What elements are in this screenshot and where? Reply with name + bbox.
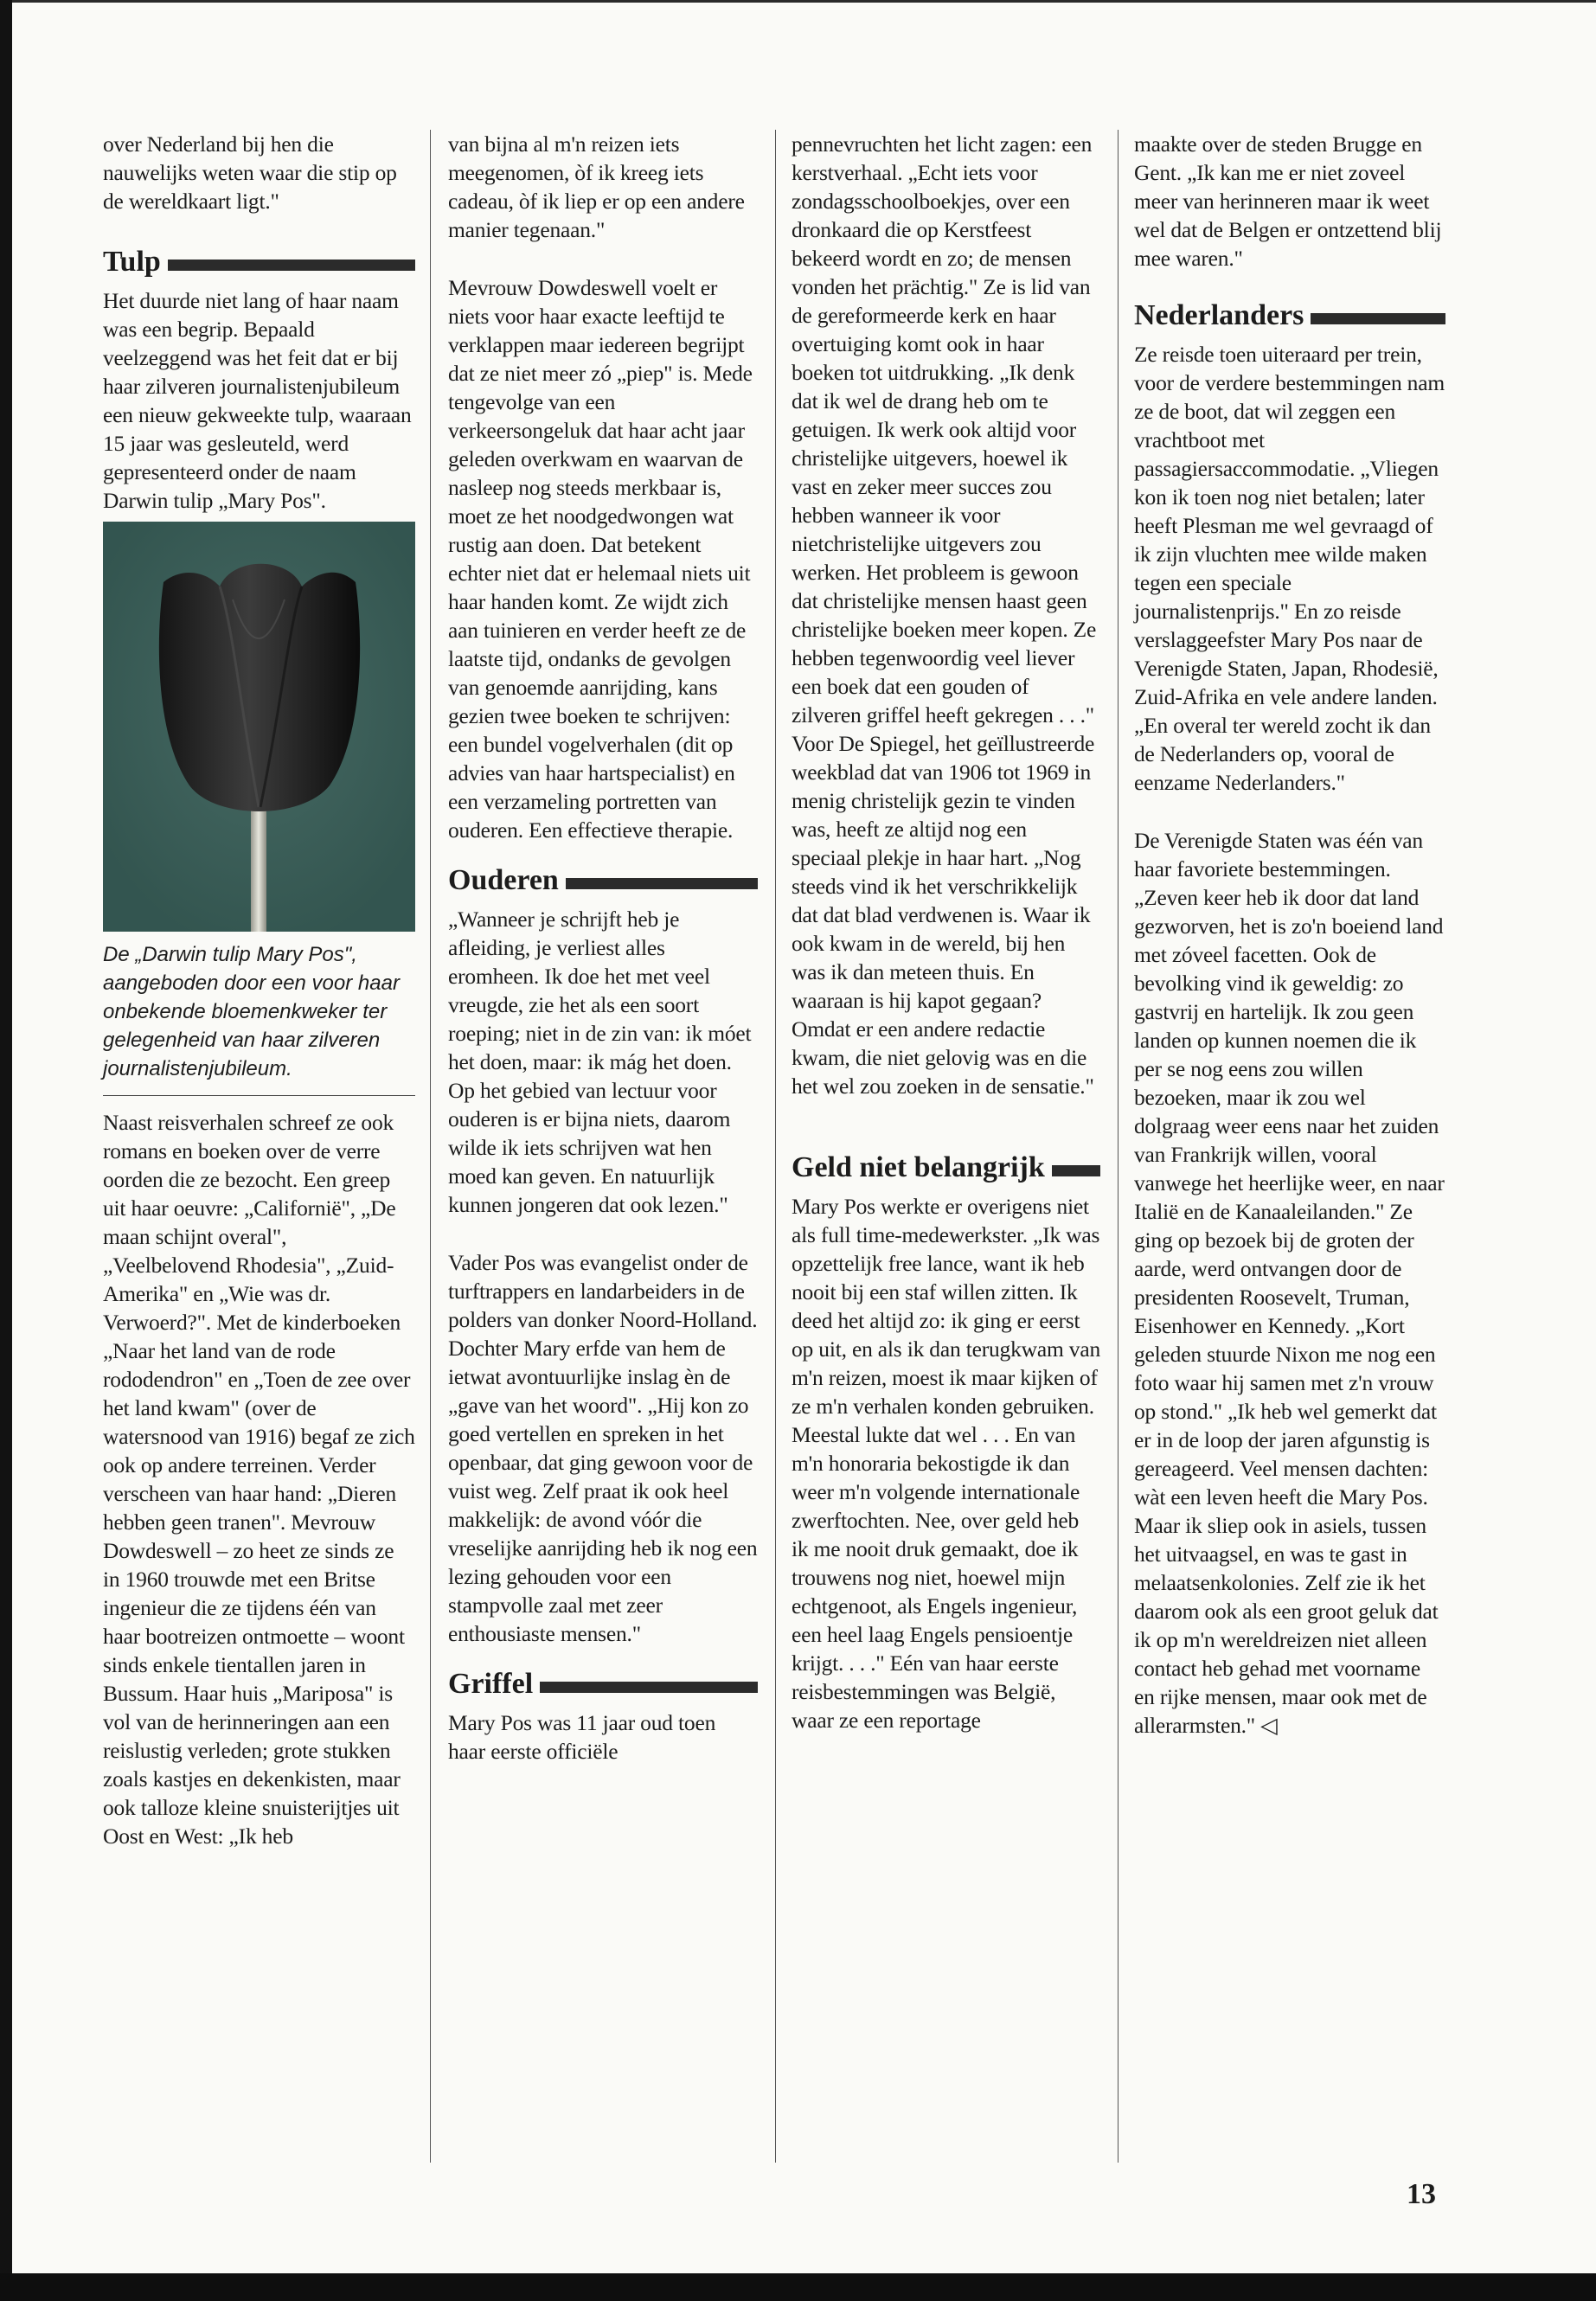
- column-1: [103, 130, 415, 1880]
- heading-geld-niet-belangrijk: [792, 1150, 1100, 1185]
- scan-edge-bottom: [0, 2273, 1596, 2301]
- heading-text: Geld niet belangrijk: [792, 1151, 1045, 1183]
- paragraph-meegenomen: van bijna al m'n reizen iets meegenomen, òf ik kreeg iets cadeau, òf ik liep er op een andere manier tegenaan.": [448, 131, 745, 242]
- paragraph-verenigde-staten: De Verenigde Staten was één van haar favoriete bestemmingen. „Zeven keer heb ik door dat land gezworven, het is zo'n boeiend land met zóveel facetten. Ook de bevolking vind ik geweldig: zo gastvrij en hartelijk. Ik zou geen landen op kunnen noemen die ik per se nog eens zou willen bezoeken, maar ik zou wel dolgraag weer eens naar het zuiden van Frankrijk willen, vooral vanwege het heerlijke weer, en naar Italië en de Kanaaleilanden." Ze ging op bezoek bij de groten der aarde, werd ontvangen door de presidenten Roosevelt, Truman, Eisenhower en Kennedy. „Kort geleden stuurde Nixon me nog een foto waar hij samen met z'n vrouw op stond." „Ik heb wel gemerkt dat er in de loop der jaren afgunstig is gereageerd. Veel mensen dachten: wàt een leven heeft die Mary Pos. Maar ik sliep ook in asiels, tussen het uitvaagsel, en was te gast in melaatsenkolonies. Zelf zie ik het daarom ook als een groot geluk dat ik op m'n wereldreizen niet alleen contact heb gehad met voorname en rijke mensen, maar ook met de allerarmsten." ◁: [1134, 828, 1445, 1738]
- column-4: [1134, 130, 1445, 1740]
- heading-nederlanders: [1134, 298, 1445, 333]
- column-2: [448, 130, 758, 1766]
- tulip-photo: [103, 522, 415, 932]
- page-number: 13: [1407, 2178, 1436, 2210]
- column-3: [792, 130, 1100, 1734]
- paragraph-free-lance: Mary Pos werkte er overigens niet als full time-medewerkster. „Ik was opzettelijk free lance, want ik heb nooit bij een staf willen zitten. Ik deed het altijd zo: ik ging er eerst op uit, en als ik dan terugkwam van m'n reizen, moest ik maar kijken of ze m'n verhalen konden gebruiken. Meestal lukte dat wel . . . En van m'n honoraria bekostigde ik dan weer m'n volgende internationale zwerftochten. Nee, over geld heb ik me nooit druk gemaakt, doe ik trouwens nog niet, hoewel mijn echtgenoot, als Engels ingenieur, een heel laag Engels pensioentje krijgt. . . ." Eén van haar eerste reisbestemmingen was België, waar ze een reportage: [792, 1194, 1100, 1733]
- heading-griffel: [448, 1667, 758, 1702]
- paragraph-kerstverhaal: pennevruchten het licht zagen: een kerstverhaal. „Echt iets voor zondagsschoolboekjes, over een dronkaard die op Kerstfeest bekeerd wordt en zo; de mensen vonden het prächtig." Ze is lid van de gereformeerde kerk en haar overtuiging komt ook in haar boeken tot uitdrukking. „Ik denk dat ik wel de drang heb om te getuigen. Ik werk ook altijd voor christelijke uitgevers, hoewel ik vast en zeker meer succes zou hebben wanneer ik voor nietchristelijke uitgevers zou werken. Het probleem is gewoon dat christelijke mensen haast geen christelijke boeken meer kopen. Ze hebben tegenwoordig veel liever een boek dat een gouden of zilveren griffel heeft gekregen . . ." Voor De Spiegel, het geïllustreerde weekblad dat van 1906 tot 1969 in menig christelijk gezin te vinden was, heeft ze altijd nog een speciaal plekje in haar hart. „Nog steeds vind ik het verschrikkelijk dat dat blad verdwenen is. Waar ik ook kwam in de wereld, bij hen was ik dan meteen thuis. En waaraan is hij kapot gegaan? Omdat er een andere redactie kwam, die niet gelovig was en die het wel zou zoeken in de sensatie.": [792, 131, 1097, 1099]
- paragraph-trein: Ze reisde toen uiteraard per trein, voor de verdere bestemmingen nam ze de boot, dat wil zeggen een vrachtboot met passagiersaccommodatie. „Vliegen kon ik toen nog niet betalen; later heeft Plesman me wel gevraagd of ik zijn vluchten mee wilde maken tegen een speciale journalistenprijs." En zo reisde verslaggeefster Mary Pos naar de Verenigde Staten, Japan, Rhodesië, Zuid-Afrika en vele andere landen. „En overal ter wereld zocht ik dan de Nederlanders op, vooral de eenzame Nederlanders.": [1134, 342, 1445, 795]
- heading-text: Tulp: [103, 246, 161, 278]
- heading-text: Nederlanders: [1134, 299, 1304, 331]
- photo-caption: De „Darwin tulip Mary Pos", aangeboden door een voor haar onbekende bloemenkweker ter gelegenheid van haar zilveren journalistenjubileum.: [103, 943, 400, 1080]
- paragraph-reisverhalen: Naast reisverhalen schreef ze ook romans en boeken over de verre oorden die ze bezocht. Een greep uit haar oeuvre: „Californië", „De maan schijnt overal", „Veelbelovend Rhodesia", „Zuid-Amerika" en „Wie was dr. Verwoerd?". Met de kinderboeken „Naar het land van de rode rododendron" en „Toen de zee over het land kwam" (over de watersnood van 1916) begaf ze zich ook op andere terreinen. Verder verscheen van haar hand: „Dieren hebben geen tranen". Mevrouw Dowdeswell – zo heet ze sinds ze in 1960 trouwde met een Britse ingenieur die ze tijdens één van haar bootreizen ontmoette – woont sinds enkele tientallen jaren in Bussum. Haar huis „Mariposa" is vol van de herinneringen aan een reislustig verleden; grote stukken zoals kastjes en dekenkisten, maar ook talloze kleine snuisterijtjes uit Oost en West: „Ik heb: [103, 1110, 415, 1849]
- paragraph-eerste-officiele: Mary Pos was 11 jaar oud toen haar eerste officiële: [448, 1710, 716, 1764]
- heading-bar: [540, 1682, 758, 1693]
- heading-bar: [1052, 1165, 1100, 1176]
- heading-text: Griffel: [448, 1668, 534, 1700]
- tulip-illustration: [103, 522, 415, 932]
- column-divider-1: [430, 130, 431, 2163]
- heading-bar: [1311, 313, 1445, 324]
- heading-bar: [168, 260, 415, 271]
- heading-bar: [566, 878, 758, 889]
- heading-ouderen: [448, 863, 758, 898]
- paragraph-leeftijd: Mevrouw Dowdeswell voelt er niets voor haar exacte leeftijd te verklappen maar iedereen begrijpt dat ze niet meer zó „piep" is. Mede tengevolge van een verkeersongeluk dat haar acht jaar geleden overkwam en waarvan de nasleep nog steeds merkbaar is, moet ze het noodgedwongen wat rustig aan doen. Dat betekent echter niet dat er helemaal niets uit haar handen komt. Ze wijdt zich aan tuinieren en verder heeft ze de laatste tijd, ondanks de gevolgen van genoemde aanrijding, kans gezien twee boeken te schrijven: een bundel vogelverhalen (dit op advies van haar hartspecialist) en een verzameling portretten van ouderen. Een effectieve therapie.: [448, 275, 753, 843]
- paragraph-vader-pos: Vader Pos was evangelist onder de turftrappers en landarbeiders in de polders van donker Noord-Holland. Dochter Mary erfde van hem de ietwat avontuurlijke inslag èn de „gave van het woord". „Hij kon zo goed vertellen en spreken in het openbaar, dat ging gewoon voor de vuist weg. Zelf praat ik ook heel makkelijk: de avond vóór die vreselijke aanrijding heb ik nog een lezing gehouden voor een stampvolle zaal met zeer enthousiaste mensen.": [448, 1250, 758, 1646]
- scan-edge-left: [0, 0, 12, 2301]
- heading-tulp: [103, 245, 415, 279]
- paragraph-tulp: Het duurde niet lang of haar naam was een begrip. Bepaald veelzeggend was het feit dat er bij haar zilveren journalistenjubileum een nieuw gekweekte tulp, waaraan 15 jaar was gesleuteld, werd gepresenteerd onder de naam Darwin tulip „Mary Pos".: [103, 288, 412, 513]
- paragraph-brugge-gent: maakte over de steden Brugge en Gent. „Ik kan me er niet zoveel meer van herinneren maar ik weet wel dat de Belgen er ontzettend blij mee waren.": [1134, 131, 1442, 271]
- heading-text: Ouderen: [448, 864, 559, 896]
- column-divider-2: [775, 130, 776, 2163]
- paragraph-schrijven: „Wanneer je schrijft heb je afleiding, je verliest alles eromheen. Ik doe het met veel vreugde, zie het als een soort roeping; niet in de zin van: ik móet het doen, maar: ik mág het doen. Op het gebied van lectuur voor ouderen is er bijna niets, daarom wilde ik iets schrijven wat hen moed kan geven. En natuurlijk kunnen jongeren dat ook lezen.": [448, 907, 752, 1217]
- scan-edge-top: [12, 0, 1596, 3]
- paragraph-intro: over Nederland bij hen die nauwelijks weten waar die stip op de wereldkaart ligt.": [103, 131, 397, 214]
- caption-rule: [103, 1095, 415, 1096]
